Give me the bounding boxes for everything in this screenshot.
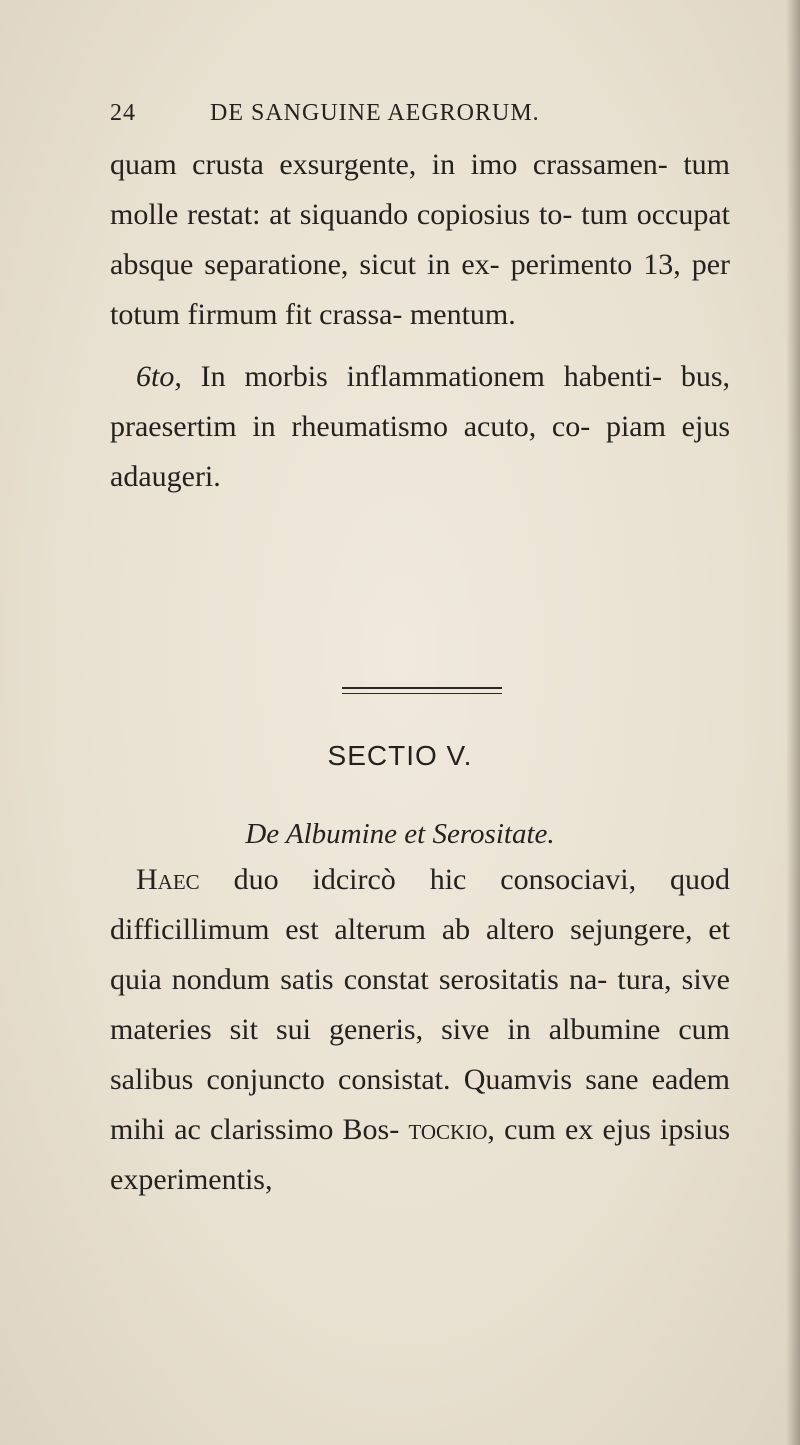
page-number: 24 bbox=[110, 100, 136, 126]
author-name: tockio bbox=[408, 1113, 488, 1146]
paragraph-body-end: , cum ex ejus ipsius experimentis, bbox=[110, 1113, 731, 1196]
section-subtitle: De Albumine et Serositate. bbox=[245, 818, 555, 850]
paragraph-continuation: quam crusta exsurgente, in imo crassamen- tum molle restat: at siquando copiosius to- tum occupat absque separatione, sicut in ex- perimento 13, per totum firmum fit crassa- mentum. bbox=[110, 148, 730, 331]
paragraph-body: In morbis inflammationem habenti- bus, praesertim in rheumatismo acuto, co- piam ejus adaugeri. bbox=[110, 360, 730, 493]
paragraph-section-opening bbox=[110, 855, 730, 1205]
page-edge-shadow bbox=[786, 0, 800, 1445]
opening-word: Haec bbox=[136, 863, 200, 896]
paragraph-sixth-point bbox=[110, 352, 730, 502]
section-divider bbox=[342, 687, 502, 694]
paragraph-body: duo idcircò hic consociavi, quod difficillimum est alterum ab altero sejungere, et quia nondum satis constat serositatis na- tura, sive materies sit sui generis, sive in albumine cum salibus conjuncto consistat. Quamvis sane eadem mihi ac clarissimo Bos- bbox=[110, 863, 730, 1146]
page-header bbox=[110, 100, 710, 140]
running-title: DE SANGUINE AEGRORUM. bbox=[210, 100, 540, 126]
ordinal-label: 6to, bbox=[136, 360, 182, 393]
section-heading: SECTIO V. bbox=[327, 740, 473, 771]
